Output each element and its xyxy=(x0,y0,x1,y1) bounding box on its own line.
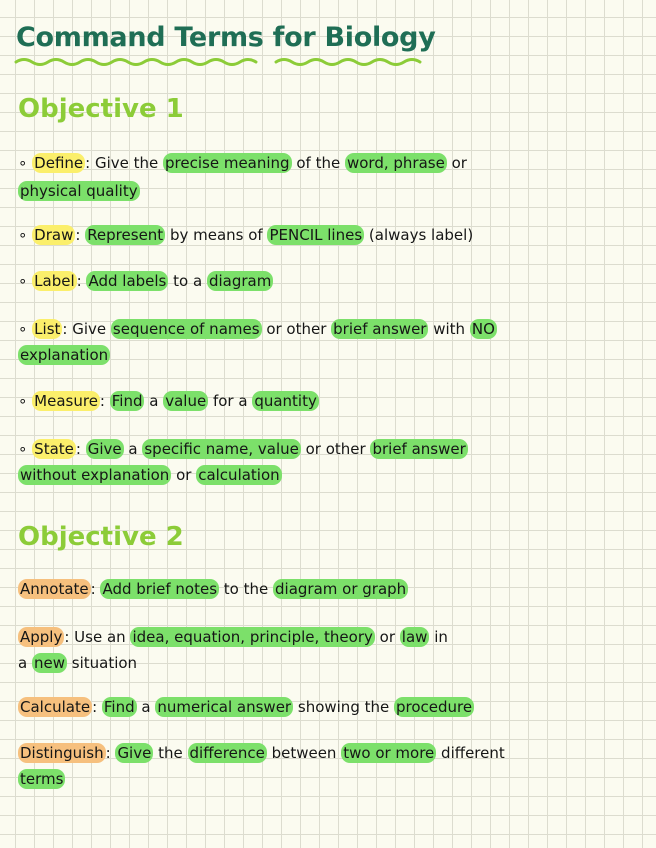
note-text: : xyxy=(105,744,116,762)
highlighted-text: value xyxy=(165,392,207,410)
highlighted-text: Represent xyxy=(87,226,164,244)
highlighted-text: Add brief notes xyxy=(102,580,218,598)
note-text: : xyxy=(92,698,102,716)
highlighted-text: Give xyxy=(117,744,152,762)
note-text: by means of xyxy=(165,226,268,244)
term-line-annotate xyxy=(18,576,648,602)
highlighted-text: brief answer xyxy=(372,440,466,458)
highlighted-text: Draw xyxy=(34,226,74,244)
section-heading-objective-1: Objective 1 xyxy=(18,94,184,124)
highlighted-text: diagram or graph xyxy=(275,580,407,598)
note-text: ∘ xyxy=(18,154,33,172)
highlighted-text: quantity xyxy=(254,392,317,410)
highlighted-text: sequence of names xyxy=(112,320,260,338)
highlighted-text: NO xyxy=(471,320,495,338)
note-text: : Use an xyxy=(64,628,131,646)
highlighted-text: Measure xyxy=(34,392,98,410)
term-line-distinguish-cont xyxy=(18,766,648,792)
term-line-list xyxy=(18,316,648,342)
page-title: Command Terms for Biology xyxy=(16,22,436,53)
note-text: : xyxy=(90,580,101,598)
note-text: or xyxy=(374,628,400,646)
note-text: or other xyxy=(300,440,371,458)
highlighted-text: idea, equation, principle, theory xyxy=(132,628,373,646)
term-line-define-cont xyxy=(18,178,648,204)
highlighted-text: Find xyxy=(111,392,143,410)
highlighted-text: terms xyxy=(20,770,64,788)
note-text: different xyxy=(436,744,505,762)
note-text: (always label) xyxy=(364,226,474,244)
note-text: a xyxy=(136,698,156,716)
note-text: ∘ xyxy=(18,226,33,244)
note-text: of the xyxy=(291,154,345,172)
note-text: ∘ xyxy=(18,440,33,458)
note-text: : xyxy=(75,226,86,244)
note-text: showing the xyxy=(293,698,394,716)
highlighted-text: Add labels xyxy=(88,272,167,290)
term-line-calculate xyxy=(18,694,648,720)
note-text: : xyxy=(76,272,87,290)
highlighted-text: precise meaning xyxy=(165,154,290,172)
title-underline xyxy=(14,56,434,68)
highlighted-text: two or more xyxy=(343,744,435,762)
highlighted-text: List xyxy=(34,320,61,338)
note-text: with xyxy=(428,320,470,338)
term-line-state-cont xyxy=(18,462,648,488)
highlighted-text: without explanation xyxy=(20,466,170,484)
note-text: ∘ xyxy=(18,392,33,410)
highlighted-text: Find xyxy=(103,698,135,716)
note-text: or xyxy=(446,154,467,172)
highlighted-text: calculation xyxy=(198,466,280,484)
note-text: a xyxy=(18,654,32,672)
term-line-distinguish xyxy=(18,740,648,766)
highlighted-text: law xyxy=(401,628,428,646)
highlighted-text: diagram xyxy=(208,272,272,290)
note-text: ∘ xyxy=(18,320,33,338)
note-text: in xyxy=(429,628,448,646)
note-text: to a xyxy=(168,272,207,290)
highlighted-text: Give xyxy=(87,440,122,458)
note-text: the xyxy=(153,744,188,762)
note-text: ∘ xyxy=(18,272,33,290)
note-text: a xyxy=(144,392,164,410)
term-line-apply-cont xyxy=(18,650,648,676)
highlighted-text: difference xyxy=(189,744,265,762)
highlighted-text: numerical answer xyxy=(157,698,292,716)
note-text: for a xyxy=(208,392,253,410)
highlighted-text: brief answer xyxy=(333,320,427,338)
highlighted-text: Apply xyxy=(20,628,63,646)
term-line-state xyxy=(18,436,648,462)
highlighted-text: Label xyxy=(34,272,75,290)
highlighted-text: specific name, value xyxy=(144,440,299,458)
section-heading-objective-2: Objective 2 xyxy=(18,522,184,552)
term-line-draw xyxy=(18,222,648,248)
note-text: to the xyxy=(219,580,274,598)
highlighted-text: Define xyxy=(34,154,84,172)
note-text: or other xyxy=(261,320,332,338)
note-text: : Give the xyxy=(85,154,164,172)
highlighted-text: procedure xyxy=(396,698,473,716)
highlighted-text: word, phrase xyxy=(346,154,445,172)
highlighted-text: physical quality xyxy=(20,182,138,200)
note-text: between xyxy=(266,744,342,762)
highlighted-text: Annotate xyxy=(20,580,89,598)
highlighted-text: Calculate xyxy=(20,698,91,716)
note-text: : xyxy=(75,440,86,458)
highlighted-text: new xyxy=(33,654,65,672)
note-text: a xyxy=(123,440,143,458)
note-text: situation xyxy=(66,654,138,672)
note-text: : Give xyxy=(62,320,111,338)
term-line-label xyxy=(18,268,648,294)
term-line-apply xyxy=(18,624,648,650)
term-line-define xyxy=(18,150,648,176)
note-text: : xyxy=(99,392,110,410)
highlighted-text: Distinguish xyxy=(20,744,104,762)
note-text: or xyxy=(171,466,197,484)
highlighted-text: PENCIL lines xyxy=(269,226,363,244)
highlighted-text: State xyxy=(34,440,74,458)
highlighted-text: explanation xyxy=(20,346,109,364)
term-line-measure xyxy=(18,388,648,414)
term-line-list-cont xyxy=(18,342,648,368)
